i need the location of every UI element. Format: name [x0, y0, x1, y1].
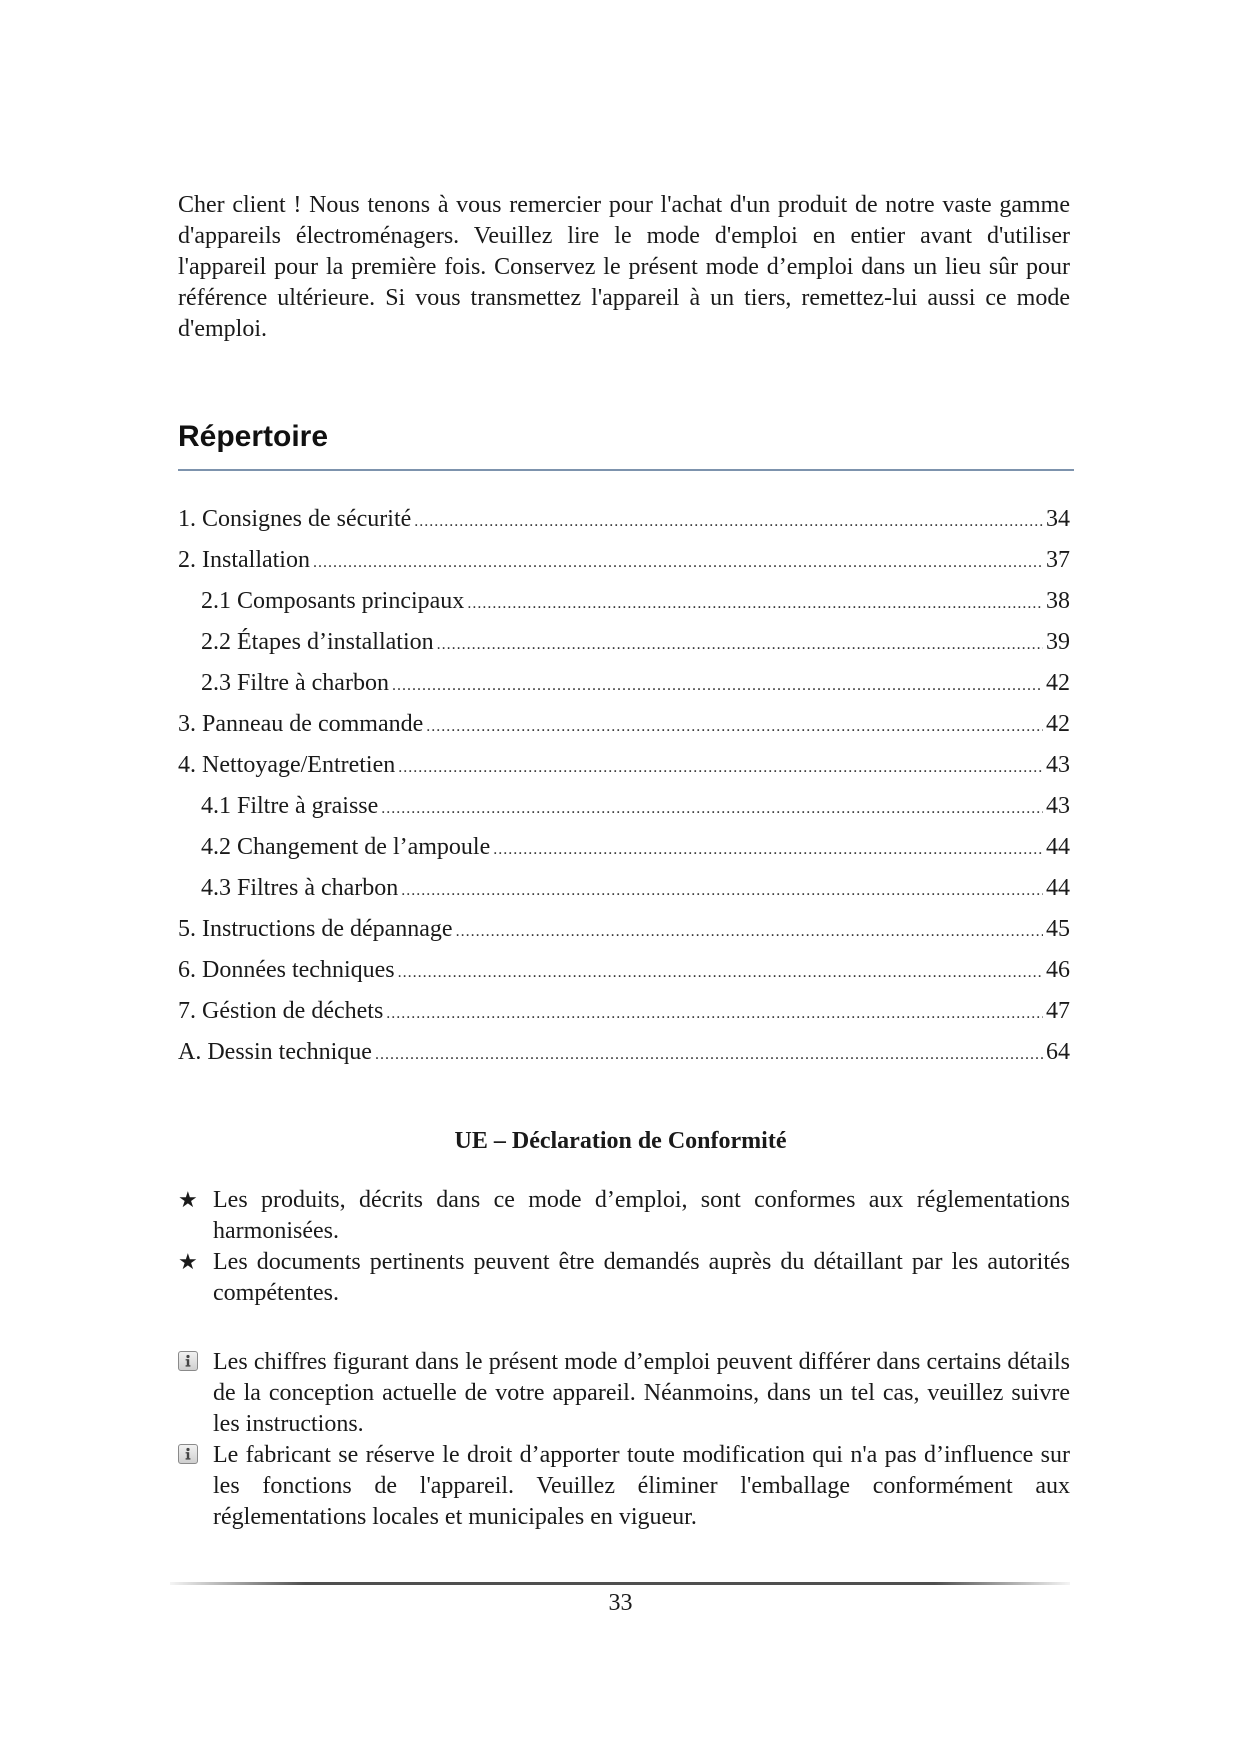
toc-entry-page: 43	[1046, 793, 1070, 819]
declaration-item-text: Les documents pertinents peuvent être demandés auprès du détaillant par les autorités compétentes.	[213, 1249, 1070, 1306]
toc-entry-label: 7. Géstion de déchets	[178, 998, 384, 1024]
toc-entry-label: 5. Instructions de dépannage	[178, 916, 453, 942]
toc-leader-dots	[398, 952, 1043, 993]
toc-subentry[interactable]	[178, 868, 1070, 909]
toc-entry-label: 1. Consignes de sécurité	[178, 506, 412, 532]
toc-leader-dots	[398, 747, 1043, 788]
note-text: Les chiffres figurant dans le présent mode d’emploi peuvent différer dans certains détails de la conception actuelle de votre appareil. Néanmoins, dans un tel cas, veuillez suivre les instructions.	[213, 1349, 1070, 1437]
toc-leader-dots	[456, 911, 1043, 952]
toc-entry-label: 6. Données techniques	[178, 957, 395, 983]
declaration-item	[178, 1185, 1070, 1247]
toc-leader-dots	[313, 542, 1043, 583]
toc-entry-page: 42	[1046, 670, 1070, 696]
toc-subentry[interactable]	[178, 622, 1070, 663]
footer-rule	[170, 1582, 1070, 1585]
note-item	[178, 1347, 1070, 1440]
toc-entry-page: 46	[1046, 957, 1070, 983]
toc-entry-page: 44	[1046, 875, 1070, 901]
declaration-item	[178, 1247, 1070, 1309]
toc-entry[interactable]	[178, 540, 1070, 581]
toc-subentry[interactable]	[178, 663, 1070, 704]
toc-heading-rule	[178, 469, 1074, 471]
table-of-contents	[178, 499, 1070, 1073]
toc-entry-page: 42	[1046, 711, 1070, 737]
toc-leader-dots	[392, 665, 1043, 706]
toc-entry[interactable]	[178, 499, 1070, 540]
toc-entry-label: A. Dessin technique	[178, 1039, 372, 1065]
toc-heading: Répertoire	[178, 420, 329, 453]
toc-entry-page: 47	[1046, 998, 1070, 1024]
info-icon	[178, 1444, 198, 1464]
toc-entry-page: 43	[1046, 752, 1070, 778]
toc-entry-label: 4. Nettoyage/Entretien	[178, 752, 396, 778]
toc-entry-label: 3. Panneau de commande	[178, 711, 424, 737]
toc-entry-page: 44	[1046, 834, 1070, 860]
star-icon: ★	[178, 1250, 198, 1275]
toc-entry-page: 45	[1046, 916, 1070, 942]
toc-leader-dots	[381, 788, 1043, 829]
toc-entry-page: 34	[1046, 506, 1070, 532]
toc-entry[interactable]	[178, 909, 1070, 950]
toc-subentry[interactable]	[178, 827, 1070, 868]
notes-list	[178, 1347, 1070, 1533]
toc-entry-label: 4.1 Filtre à graisse	[201, 793, 379, 819]
intro-paragraph: Cher client ! Nous tenons à vous remercier pour l'achat d'un produit de notre vaste gamme d'appareils électroménagers. Veuillez lire le mode d'emploi en entier avant d'utiliser l'appareil pour la première fois. Conservez le présent mode d’emploi dans un lieu sûr pour référence ultérieure. Si vous transmettez l'appareil à un tiers, remettez-lui aussi ce mode d'emploi.	[178, 192, 1070, 342]
toc-entry-label: 4.3 Filtres à charbon	[201, 875, 399, 901]
declaration-item-text: Les produits, décrits dans ce mode d’emploi, sont conformes aux réglementations harmonisées.	[213, 1187, 1070, 1244]
star-icon: ★	[178, 1188, 198, 1213]
toc-subentry[interactable]	[178, 581, 1070, 622]
toc-entry[interactable]	[178, 991, 1070, 1032]
note-text: Le fabricant se réserve le droit d’apporter toute modification qui n'a pas d’influence sur les fonctions de l'appareil. Veuillez éliminer l'emballage conformément aux réglementations locales et municipales en vigueur.	[213, 1442, 1070, 1530]
toc-leader-dots	[426, 706, 1043, 747]
toc-entry-label: 2.1 Composants principaux	[201, 588, 465, 614]
toc-entry-page: 39	[1046, 629, 1070, 655]
toc-entry-page: 38	[1046, 588, 1070, 614]
toc-entry-label: 2. Installation	[178, 547, 310, 573]
toc-entry-label: 2.2 Étapes d’installation	[201, 629, 434, 655]
toc-entry[interactable]	[178, 950, 1070, 991]
toc-entry[interactable]	[178, 704, 1070, 745]
declaration-list	[178, 1185, 1070, 1309]
toc-leader-dots	[386, 993, 1043, 1034]
toc-entry-page: 64	[1046, 1039, 1070, 1065]
declaration-title: UE – Déclaration de Conformité	[454, 1128, 787, 1154]
toc-leader-dots	[401, 870, 1043, 911]
page-number: 33	[608, 1590, 633, 1616]
toc-leader-dots	[414, 501, 1043, 542]
toc-leader-dots	[467, 583, 1043, 624]
toc-leader-dots	[437, 624, 1043, 665]
toc-entry[interactable]	[178, 745, 1070, 786]
toc-leader-dots	[493, 829, 1043, 870]
note-item	[178, 1440, 1070, 1533]
toc-subentry[interactable]	[178, 786, 1070, 827]
toc-leader-dots	[375, 1034, 1043, 1075]
toc-entry-label: 4.2 Changement de l’ampoule	[201, 834, 491, 860]
info-icon	[178, 1351, 198, 1371]
toc-entry-page: 37	[1046, 547, 1070, 573]
toc-entry-label: 2.3 Filtre à charbon	[201, 670, 389, 696]
toc-entry[interactable]	[178, 1032, 1070, 1073]
